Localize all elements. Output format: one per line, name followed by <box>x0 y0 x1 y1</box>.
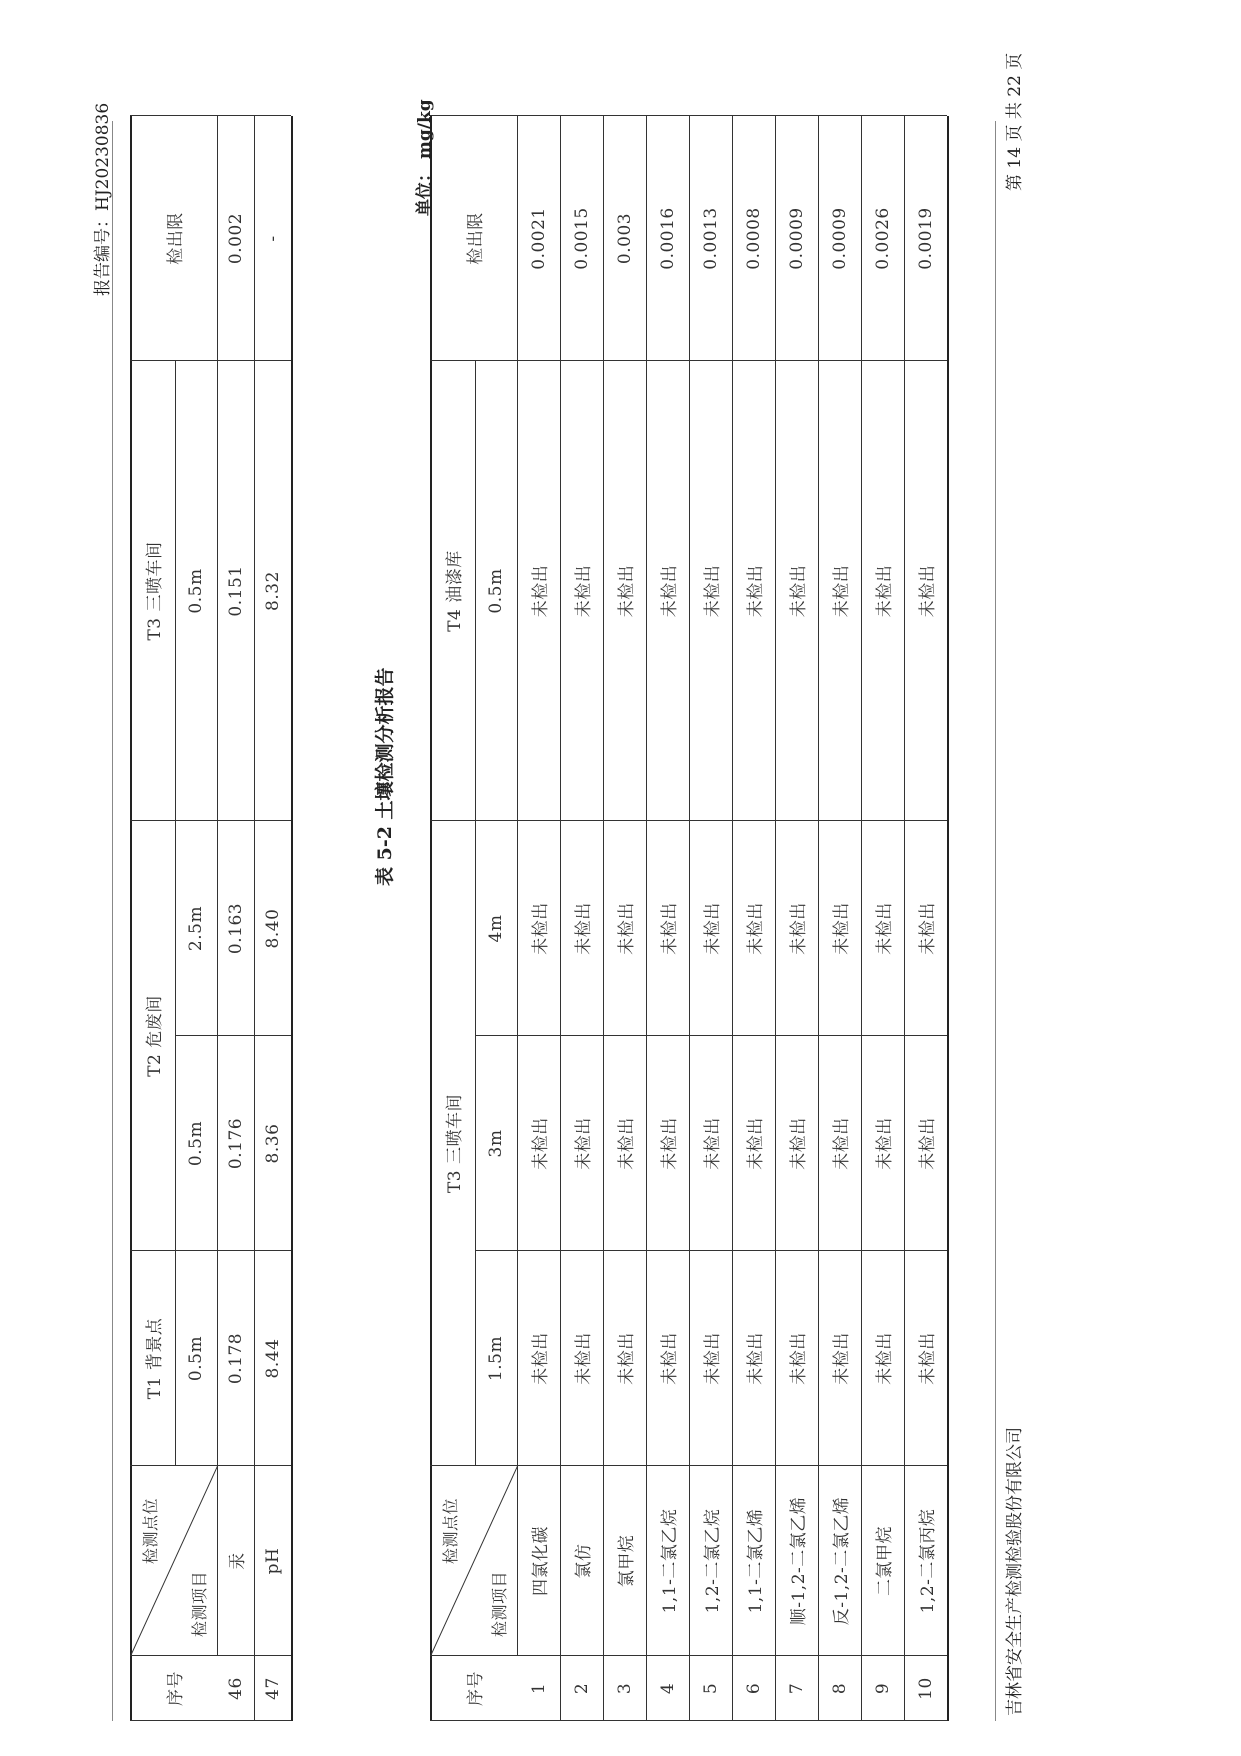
group-header: T3 三喷车间 <box>445 1093 465 1194</box>
row-seq: 9 <box>872 1682 893 1695</box>
header-rule <box>112 121 113 1721</box>
row-value: 未检出 <box>832 902 852 955</box>
row-value: 未检出 <box>703 1117 723 1170</box>
row-seq: 1 <box>528 1682 549 1695</box>
row-item: 1,1-二氯乙烯 <box>746 1508 766 1614</box>
row-seq: 2 <box>571 1682 592 1695</box>
row-seq: 8 <box>829 1682 850 1695</box>
row-value: 未检出 <box>918 1332 938 1385</box>
row-item: 二氯甲烷 <box>875 1526 895 1596</box>
seq-header: 序号 <box>466 1671 486 1706</box>
row-value: 未检出 <box>574 1117 594 1170</box>
row-value: 未检出 <box>660 902 680 955</box>
table-bottom-border <box>291 116 293 1721</box>
row-value: 未检出 <box>531 1332 551 1385</box>
footer-rule <box>995 121 996 1721</box>
row-value: 0.163 <box>225 902 246 955</box>
row-limit: 0.0009 <box>786 207 807 270</box>
row-value: 未检出 <box>789 1117 809 1170</box>
depth-header: 3m <box>486 1129 506 1158</box>
row-item: 顺-1,2-二氯乙烯 <box>789 1496 809 1626</box>
row-value: 未检出 <box>746 902 766 955</box>
row-value: 未检出 <box>574 902 594 955</box>
row-value: 未检出 <box>617 1117 637 1170</box>
row-item: 氯甲烷 <box>617 1534 637 1588</box>
row-value: 未检出 <box>832 564 852 618</box>
row-value: 未检出 <box>875 902 895 955</box>
row-value: 未检出 <box>832 1332 852 1385</box>
row-limit: - <box>262 235 283 242</box>
row-seq: 10 <box>915 1677 936 1700</box>
row-value: 未检出 <box>875 1117 895 1170</box>
row-value: 未检出 <box>789 564 809 618</box>
depth-header: 0.5m <box>186 568 206 614</box>
depth-header: 1.5m <box>486 1335 506 1382</box>
row-limit: 0.0015 <box>571 207 592 270</box>
table-bottom-border <box>947 116 949 1721</box>
row-value: 未检出 <box>660 564 680 618</box>
row-value: 未检出 <box>918 902 938 955</box>
depth-header: 0.5m <box>486 568 506 614</box>
depth-header: 2.5m <box>186 905 206 952</box>
limit-header: 检出限 <box>166 212 186 265</box>
row-limit: 0.0009 <box>829 207 850 270</box>
company-name: 吉林省安全生产检测检验股份有限公司 <box>1005 1427 1025 1716</box>
depth-header: 0.5m <box>186 1120 206 1167</box>
row-limit: 0.0019 <box>915 207 936 270</box>
row-value: 8.40 <box>262 908 283 949</box>
table2-title: 表 5-2 土壤检测分析报告 <box>374 667 396 886</box>
row-seq: 3 <box>614 1682 635 1695</box>
row-value: 未检出 <box>574 1332 594 1385</box>
row-item: 1,2-二氯乙烷 <box>703 1508 723 1614</box>
row-limit: 0.0026 <box>872 207 893 270</box>
row-value: 8.32 <box>262 571 283 611</box>
row-limit: 0.003 <box>614 212 635 265</box>
row-value: 未检出 <box>746 1117 766 1170</box>
diag-bottom-label: 检测项目 <box>189 1571 209 1638</box>
row-value: 未检出 <box>574 564 594 618</box>
row-item: 四氯化碳 <box>531 1526 551 1596</box>
row-seq: 46 <box>225 1677 246 1700</box>
row-value: 未检出 <box>703 1332 723 1385</box>
row-value: 未检出 <box>918 1117 938 1170</box>
row-seq: 5 <box>700 1682 721 1695</box>
row-value: 未检出 <box>660 1117 680 1170</box>
row-value: 未检出 <box>918 564 938 618</box>
row-value: 未检出 <box>617 902 637 955</box>
group-header: T1 背景点 <box>145 1317 165 1400</box>
seq-header: 序号 <box>166 1671 186 1706</box>
row-seq: 47 <box>262 1677 283 1700</box>
row-value: 未检出 <box>789 1332 809 1385</box>
row-seq: 4 <box>657 1682 678 1695</box>
row-value: 未检出 <box>531 902 551 955</box>
diag-top-label: 检测点位 <box>140 1498 160 1565</box>
row-value: 0.176 <box>225 1117 246 1170</box>
row-value: 未检出 <box>531 564 551 618</box>
row-value: 未检出 <box>617 564 637 618</box>
row-value: 未检出 <box>832 1117 852 1170</box>
row-value: 未检出 <box>660 1332 680 1385</box>
row-value: 0.178 <box>225 1332 246 1385</box>
row-value: 8.36 <box>262 1123 283 1164</box>
row-limit: 0.0013 <box>700 207 721 270</box>
row-item: 1,1-二氯乙烷 <box>660 1508 680 1614</box>
row-value: 未检出 <box>746 564 766 618</box>
row-value: 未检出 <box>703 564 723 618</box>
row-value: 未检出 <box>531 1117 551 1170</box>
row-value: 未检出 <box>875 1332 895 1385</box>
row-item: 反-1,2-二氯乙烯 <box>832 1496 852 1626</box>
group-header: T4 油漆库 <box>445 550 465 632</box>
row-value: 未检出 <box>789 902 809 955</box>
row-item: 汞 <box>228 1552 248 1570</box>
limit-header: 检出限 <box>466 212 486 265</box>
row-seq: 6 <box>743 1682 764 1695</box>
row-limit: 0.0016 <box>657 207 678 270</box>
row-value: 0.151 <box>225 565 246 617</box>
depth-header: 0.5m <box>186 1335 206 1382</box>
report-number: 报告编号：HJ20230836 <box>93 102 113 296</box>
row-value: 8.44 <box>262 1338 283 1379</box>
row-limit: 0.0021 <box>528 207 549 270</box>
row-limit: 0.002 <box>225 212 246 265</box>
depth-header: 4m <box>486 914 506 943</box>
row-value: 未检出 <box>703 902 723 955</box>
row-limit: 0.0008 <box>743 207 764 270</box>
row-value: 未检出 <box>617 1332 637 1385</box>
unit-label: 单位： mg/kg <box>415 99 435 216</box>
group-header: T2 危废间 <box>145 995 165 1077</box>
row-item: 氯仿 <box>574 1543 594 1579</box>
group-header: T3 三喷车间 <box>145 541 165 641</box>
diag-bottom-label: 检测项目 <box>489 1571 509 1638</box>
row-value: 未检出 <box>875 564 895 618</box>
diag-top-label: 检测点位 <box>440 1498 460 1565</box>
row-item: pH <box>262 1547 283 1575</box>
page-number: 第 14 页 共 22 页 <box>1005 52 1025 191</box>
row-value: 未检出 <box>746 1332 766 1385</box>
row-seq: 7 <box>786 1682 807 1695</box>
row-item: 1,2-二氯丙烷 <box>918 1508 938 1614</box>
